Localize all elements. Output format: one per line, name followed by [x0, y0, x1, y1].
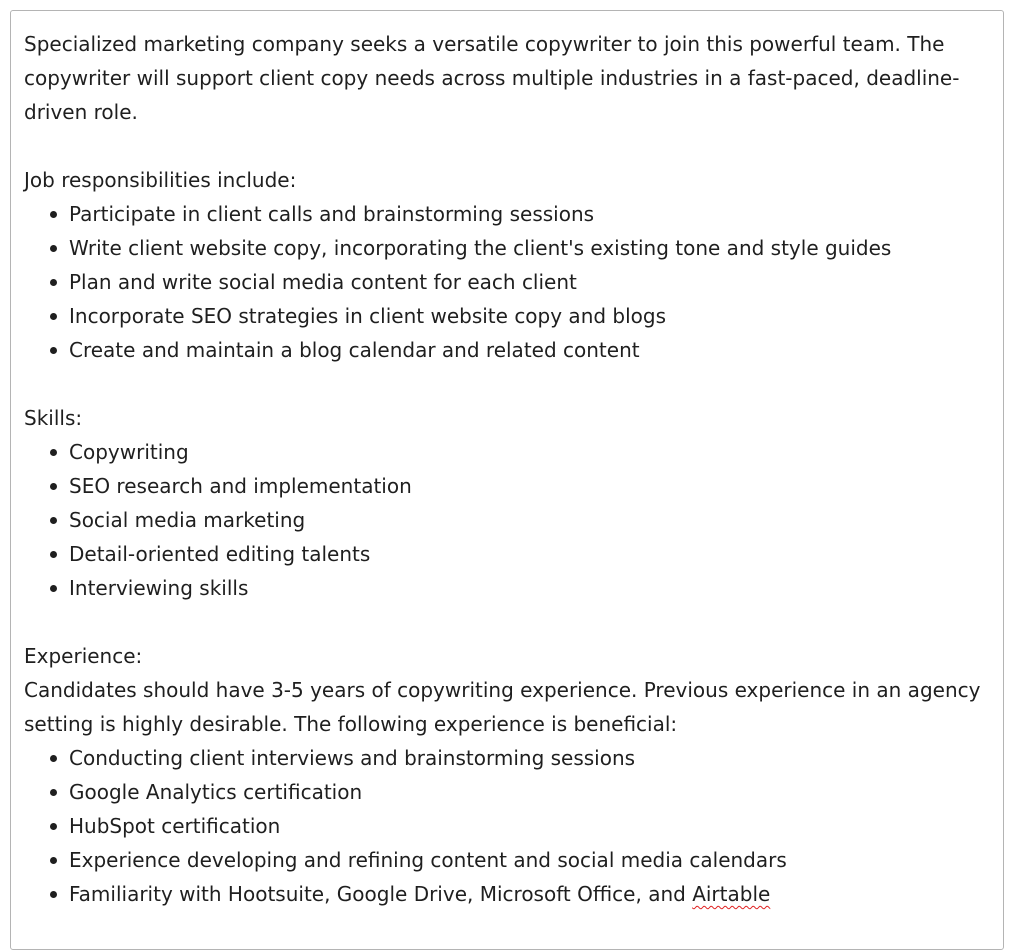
- misspelled-word[interactable]: Airtable: [692, 882, 771, 906]
- list-item: Incorporate SEO strategies in client website copy and blogs: [24, 299, 1003, 333]
- list-item: Google Analytics certification: [24, 775, 1003, 809]
- blank-line: [24, 367, 1003, 401]
- skills-list: [24, 435, 1003, 605]
- list-item-text: Familiarity with Hootsuite, Google Drive, Microsoft Office, and: [69, 882, 693, 906]
- responsibilities-heading: Job responsibilities include:: [24, 168, 297, 192]
- responsibilities-list: [24, 197, 1003, 367]
- blank-line: [24, 129, 1003, 163]
- list-item: Create and maintain a blog calendar and related content: [24, 333, 1003, 367]
- list-item: Conducting client interviews and brainstorming sessions: [24, 741, 1003, 775]
- list-item: Social media marketing: [24, 503, 1003, 537]
- list-item: Detail-oriented editing talents: [24, 537, 1003, 571]
- skills-heading: Skills:: [24, 406, 83, 430]
- list-item: HubSpot certification: [24, 809, 1003, 843]
- list-item: SEO research and implementation: [24, 469, 1003, 503]
- list-item: Copywriting: [24, 435, 1003, 469]
- experience-heading: Experience:: [24, 644, 143, 668]
- list-item: Participate in client calls and brainstorming sessions: [24, 197, 1003, 231]
- list-item: Plan and write social media content for each client: [24, 265, 1003, 299]
- intro-paragraph: Specialized marketing company seeks a versatile copywriter to join this powerful team. The copywriter will support client copy needs across multiple industries in a fast-paced, deadline-driven role.: [24, 32, 960, 124]
- list-item: Write client website copy, incorporating the client's existing tone and style guides: [24, 231, 1003, 265]
- list-item: Experience developing and refining content and social media calendars: [24, 843, 1003, 877]
- experience-list: [24, 741, 1003, 911]
- list-item: [24, 877, 1003, 911]
- blank-line: [24, 605, 1003, 639]
- job-description-editor[interactable]: [10, 10, 1004, 950]
- list-item: Interviewing skills: [24, 571, 1003, 605]
- experience-paragraph: Candidates should have 3-5 years of copywriting experience. Previous experience in an agency setting is highly desirable. The following experience is beneficial:: [24, 678, 981, 736]
